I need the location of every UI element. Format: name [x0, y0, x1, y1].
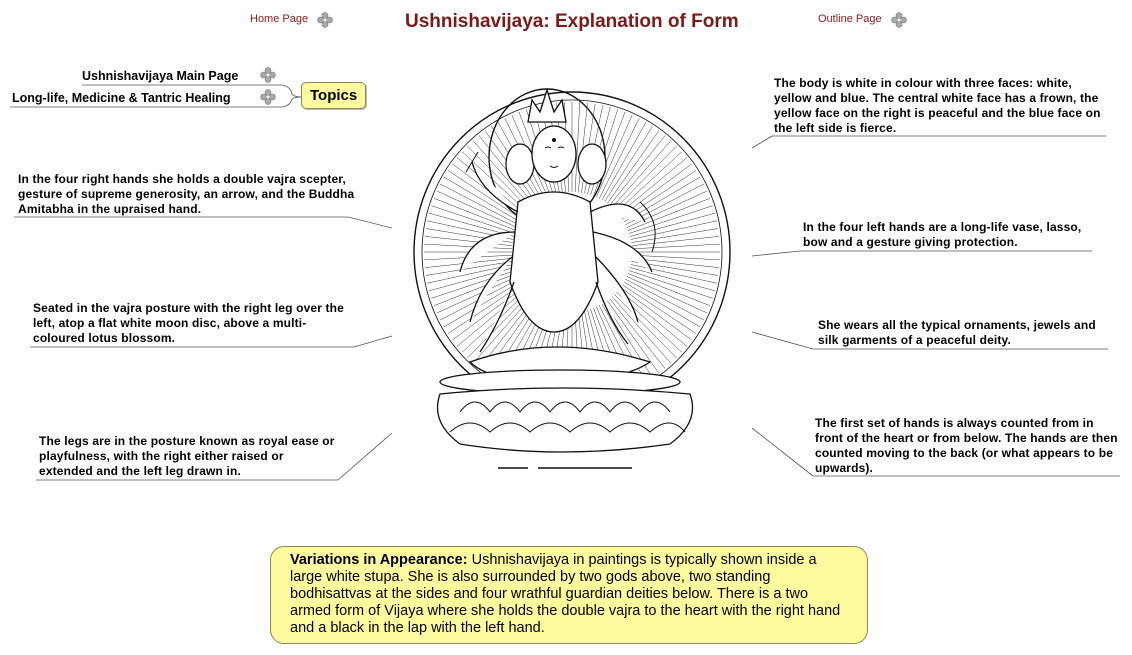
note-connector-legs: [338, 433, 392, 480]
aureole-ray: [605, 126, 653, 201]
note-ornaments: She wears all the typical ornaments, jewels and silk garments of a peaceful deity.: [818, 318, 1096, 347]
variations-box: [270, 546, 868, 644]
aureole-ray: [610, 135, 665, 205]
note-legs-posture: The legs are in the posture known as royal ease or playfulness, with the right either raised or extended and the left leg drawn in.: [39, 434, 335, 478]
aureole-ray: [457, 290, 525, 347]
aureole-ray: [632, 236, 720, 245]
clover-link-icon[interactable]: [260, 89, 276, 105]
aureole-ray: [614, 294, 676, 358]
aureole-ray: [631, 264, 717, 283]
note-connector-right-hands: [348, 217, 392, 228]
note-left-hands: In the four left hands are a long-life vase, lasso, bow and a gesture giving protection.: [803, 220, 1082, 249]
note-hands-counting: The first set of hands is always counted from in front of the heart or from below. The hands are then counted moving to the back (or what appears to be upwards).: [815, 416, 1118, 475]
note-connector-ornaments: [752, 332, 813, 349]
clover-link-icon[interactable]: [317, 12, 333, 28]
aureole-ray: [614, 146, 676, 210]
clover-link-icon[interactable]: [891, 12, 907, 28]
variations-body: Ushnishavijaya in paintings is typically shown inside a large white stupa. She is also surrounded by two gods above, two standing bodhisattvas at the sides and four wrathful guardian deities below. There is a two armed form of Vijaya where she holds the double vajra to the heart with the right hand and a black in the lap with the left hand.: [290, 552, 841, 636]
aureole-ray: [631, 221, 717, 240]
topic-link-main-page[interactable]: Ushnishavijaya Main Page: [82, 69, 239, 83]
note-connector-seated: [354, 336, 392, 347]
topic-link-long-life[interactable]: Long-life, Medicine & Tantric Healing: [12, 91, 231, 105]
home-page-link[interactable]: Home Page: [250, 13, 309, 25]
aureole-ray: [431, 271, 515, 299]
ushnishavijaya-illustration: [400, 82, 745, 477]
outline-page-link[interactable]: Outline Page: [818, 13, 882, 25]
aureole-ray: [619, 290, 687, 347]
topics-node[interactable]: Topics: [301, 82, 366, 109]
aureole-ray: [617, 152, 682, 212]
clover-link-icon[interactable]: [260, 67, 276, 83]
aureole-ray: [631, 229, 718, 243]
page-title: Ushnishavijaya: Explanation of Form: [405, 11, 739, 32]
aureole-ray: [431, 206, 515, 234]
note-connector-hands-count: [752, 428, 813, 476]
note-body-faces: The body is white in colour with three faces: white, yellow and blue. The central white face has a frown, the yellow face on the right is peaceful and the blue face on the left side is fierce.: [774, 76, 1101, 135]
note-connector-body: [752, 136, 772, 148]
topic-connector-2: [282, 97, 302, 107]
aureole-ray: [629, 271, 713, 299]
aureole-ray: [612, 297, 671, 364]
aureole-ray: [424, 244, 512, 249]
variations-heading: Variations in Appearance:: [290, 552, 468, 568]
note-connector-left-hands: [752, 251, 800, 256]
note-right-hands: In the four right hands she holds a double vajra scepter, gesture of supreme generosity, an arrow, and the Buddha Amitabha in the upraised hand.: [18, 172, 355, 216]
topic-connector-1: [282, 85, 302, 97]
note-seated-posture: Seated in the vajra posture with the right leg over the left, atop a flat white moon disc, above a multi-coloured lotus blossom.: [33, 301, 344, 345]
aureole-ray: [612, 141, 671, 208]
aureole-ray: [632, 244, 720, 249]
